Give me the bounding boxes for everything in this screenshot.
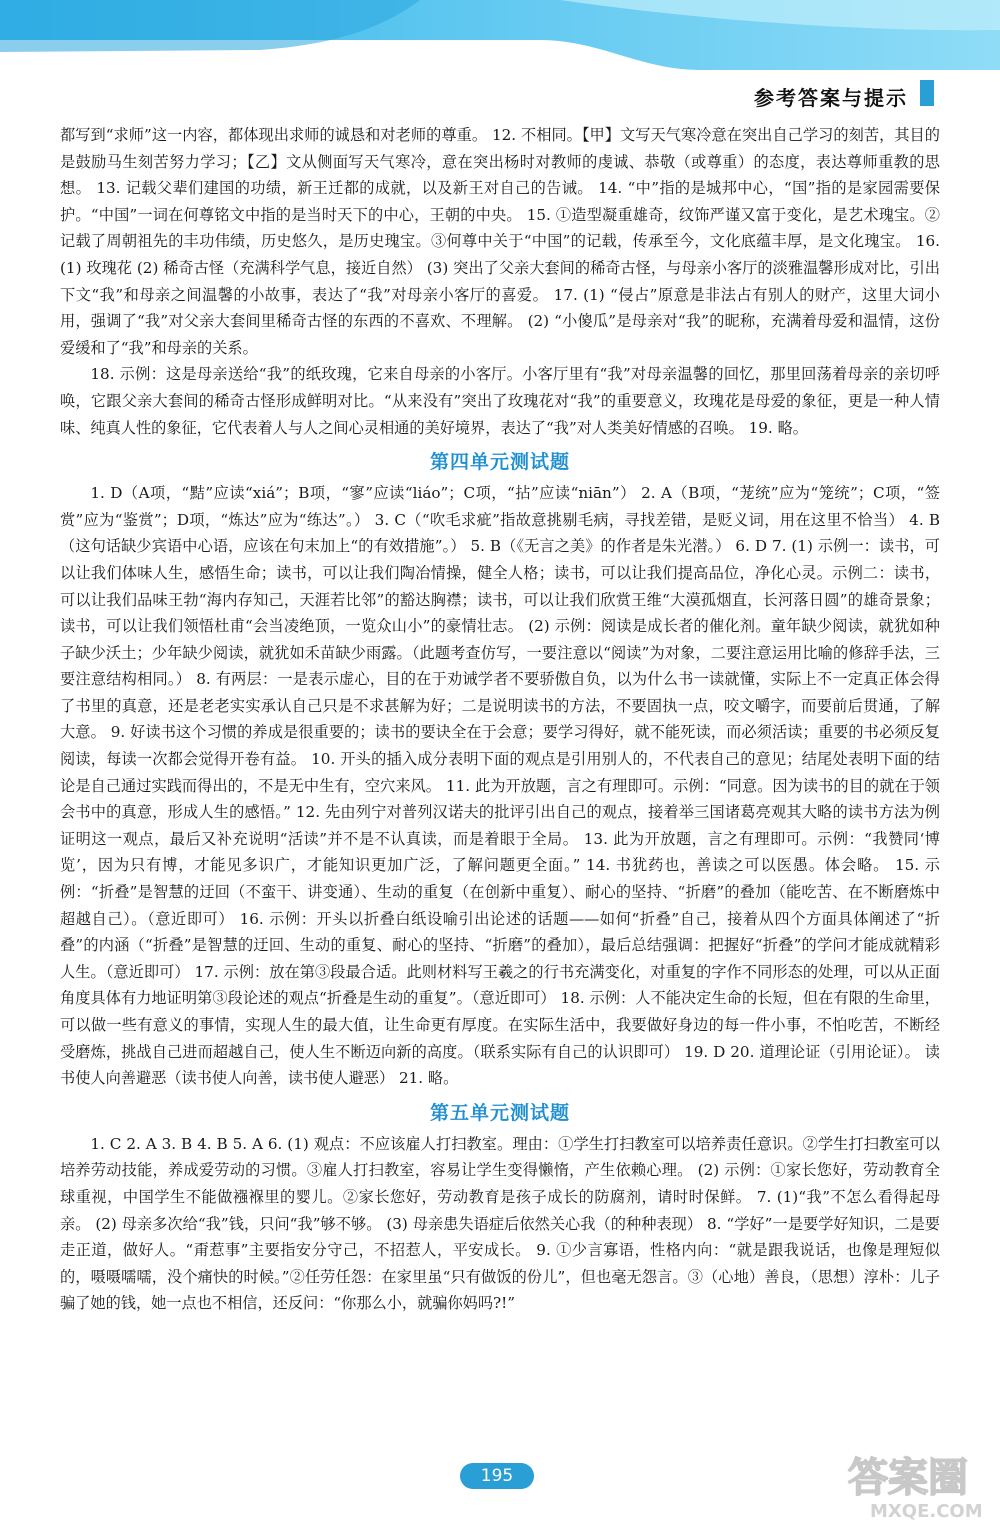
watermark-glyphs: 答案圈 (848, 1455, 968, 1501)
section-title: 第五单元测试题 (429, 1101, 570, 1124)
page-number: 195 (460, 1463, 534, 1489)
section-title: 第四单元测试题 (429, 451, 570, 474)
answer-content (60, 122, 940, 1317)
answer-paragraph: 1. D（A项，“黠”应读“xiá”；B项，“寥”应读“liáo”；C项，“拈”应读“niān”） 2. A（B项，“茏统”应为“笼统”；C项，“签赏”应为“鉴赏”；D项，“炼达”应为“练达”。） 3. C（“吹毛求疵”指故意挑剔毛病，寻找差错，是贬义词，用在这里不恰当） 4. B（这句话缺少宾语中心语，应该在句末加上“的有效措施”。） 5. B（《无言之美》的作者是朱光潜。） 6. D 7. (1) 示例一：读书，可以让我们体味人生，感悟生命；读书，可以让我们陶冶情操，健全人格；读书，可以让我们提高品位，净化心灵。示例二：读书，可以让我们品味王勃“海内存知己，天涯若比邻”的豁达胸襟；读书，可以让我们欣赏王维“大漠孤烟直，长河落日圆”的雄奇景象；读书，可以让我们领悟杜甫“会当凌绝顶，一览众山小”的豪情壮志。 (2) 示例：阅读是成长者的催化剂。童年缺少阅读，就犹如种子缺少沃土；少年缺少阅读，就犹如禾苗缺少雨露。（此题考查仿写，一要注意以“阅读”为对象，二要注意运用比喻的修辞手法，三要注意结构相同。） 8. 有两层：一是表示虚心，目的在于劝诫学者不要骄傲自负，以为什么书一读就懂，实际上不一定真正体会得了书里的真意，还是老老实实承认自己只是不求甚解为好；二是说明读书的方法，不要固执一点，咬文嚼字，而要前后贯通，了解大意。 9. 好读书这个习惯的养成是很重要的；读书的要诀全在于会意；要学习得好，就不能死读，而必须活读；重要的书必须反复阅读，每读一次都会觉得开卷有益。 10. 开头的插入成分表明下面的观点是引用别人的，不代表自己的意见；结尾处表明下面的结论是自己通过实践而得出的，不是无中生有，空穴来风。 11. 此为开放题，言之有理即可。示例：“同意。因为读书的目的就在于领会书中的真意，形成人生的感悟。” 12. 先由列宁对普列汉诺夫的批评引出自己的观点，接着举三国诸葛亮观其大略的读书方法为例证明这一观点，最后又补充说明“活读”并不是不认真读，而是着眼于全局。 13. 此为开放题，言之有理即可。示例：“我赞同‘博览’，因为只有博，才能见多识广，才能知识更加广泛，了解问题更全面。” 14. 书犹药也，善读之可以医愚。体会略。 15. 示例：“折叠”是智慧的迂回（不蛮干、讲变通）、生动的重复（在创新中重复）、耐心的坚持、“折磨”的叠加（能吃苦、在不断磨炼中超越自己）。（意近即可） 16. 示例：开头以折叠白纸设喻引出论述的话题——如何“折叠”自己，接着从四个方面具体阐述了“折叠”的内涵（“折叠”是智慧的迂回、生动的重复、耐心的坚持、“折磨”的叠加），最后总结强调：把握好“折叠”的学问才能成就精彩人生。（意近即可） 17. 示例：放在第③段最合适。此则材料写王羲之的行书充满变化，对重复的字作不同形态的处理，可以从正面角度具体有力地证明第③段论述的观点“折叠是生动的重复”。（意近即可） 18. 示例：人不能决定生命的长短，但在有限的生命里，可以做一些有意义的事情，实现人生的最大值，让生命更有厚度。在实际生活中，我要做好身边的每一件小事，不怕吃苦，不断经受磨炼，挑战自己进而超越自己，使人生不断迈向新的高度。（联系实际有自己的认识即可） 19. D 20. 道理论证（引用论证）。 读书使人向善避恶（读书使人向善，读书使人避恶） 21. 略。 (60, 484, 940, 1088)
header-title: 参考答案与提示 (754, 86, 908, 110)
answer-paragraph: 都写到“求师”这一内容，都体现出求师的诚恳和对老师的尊重。 12. 不相同。【甲】文写天气寒冷意在突出自己学习的刻苦，其目的是鼓励马生刻苦努力学习；【乙】文从侧面写天气寒冷，意在突出杨时对教师的虔诚、恭敬（或尊重）的态度，表达尊师重教的思想。 13. 记载父辈们建国的功绩，新王迁都的成就，以及新王对自己的告诫。 14. “中”指的是城邦中心，“国”指的是家园需要保护。“中国”一词在何尊铭文中指的是当时天下的中心，王朝的中央。 15. ①造型凝重雄奇，纹饰严谨又富于变化，是艺术瑰宝。②记载了周朝祖先的丰功伟绩，历史悠久，是历史瑰宝。③何尊中关于“中国”的记载，传承至今，文化底蕴丰厚，是文化瑰宝。 16. (1) 玫瑰花 (2) 稀奇古怪（充满科学气息，接近自然） (3) 突出了父亲大套间的稀奇古怪，与母亲小客厅的淡雅温馨形成对比，引出下文“我”和母亲之间温馨的小故事，表达了“我”对母亲小客厅的喜爱。 17. (1) “侵占”原意是非法占有别人的财产，这里大词小用，强调了“我”对父亲大套间里稀奇古怪的东西的不喜欢、不理解。 (2) “小傻瓜”是母亲对“我”的昵称，充满着母爱和温情，这份爱缓和了“我”和母亲的关系。 (60, 126, 940, 357)
answer-paragraph: 1. C 2. A 3. B 4. B 5. A 6. (1) 观点：不应该雇人打扫教室。理由：①学生打扫教室可以培养责任意识。②学生打扫教室可以培养劳动技能，养成爱劳动的习惯。③雇人打扫教室，容易让学生变得懒惰，产生依赖心理。 (2) 示例：①家长您好，劳动教育全球重视，中国学生不能做襁褓里的婴儿。②家长您好，劳动教育是孩子成长的防腐剂，请时时保鲜。 7. (1)“我”不怎么看得起母亲。 (2) 母亲多次给“我”钱，只问“我”够不够。 (3) 母亲患失语症后依然关心我（的种种表现） 8. “学好”一是要学好知识，二是要走正道，做好人。“甭惹事”主要指安分守己，不招惹人，平安成长。 9. ①少言寡语，性格内向：“就是跟我说话，也像是理短似的，嗫嗫嚅嚅，没个痛快的时候。”②任劳任怨：在家里虽“只有做饭的份儿”，但也毫无怨言。③（心地）善良，（思想）淳朴：儿子骗了她的钱，她一点也不相信，还反问：“你那么小，就骗你妈吗?!” (60, 1134, 940, 1313)
watermark-logo (840, 1443, 990, 1523)
watermark-url: MXQE.COM (870, 1501, 983, 1522)
answer-paragraph: 18. 示例：这是母亲送给“我”的纸玫瑰，它来自母亲的小客厅。小客厅里有“我”对母亲温馨的回忆，那里回荡着母亲的亲切呼唤，它跟父亲大套间的稀奇古怪形成鲜明对比。“从来没有”突出了玫瑰花对“我”的重要意义，玫瑰花是母爱的象征，更是一种人情味、纯真人性的象征，它代表着人与人之间心灵相通的美好境界，表达了“我”对人类美好情感的召唤。 19. 略。 (60, 365, 940, 437)
header-accent-mark (920, 80, 934, 106)
header-band (0, 0, 1000, 110)
